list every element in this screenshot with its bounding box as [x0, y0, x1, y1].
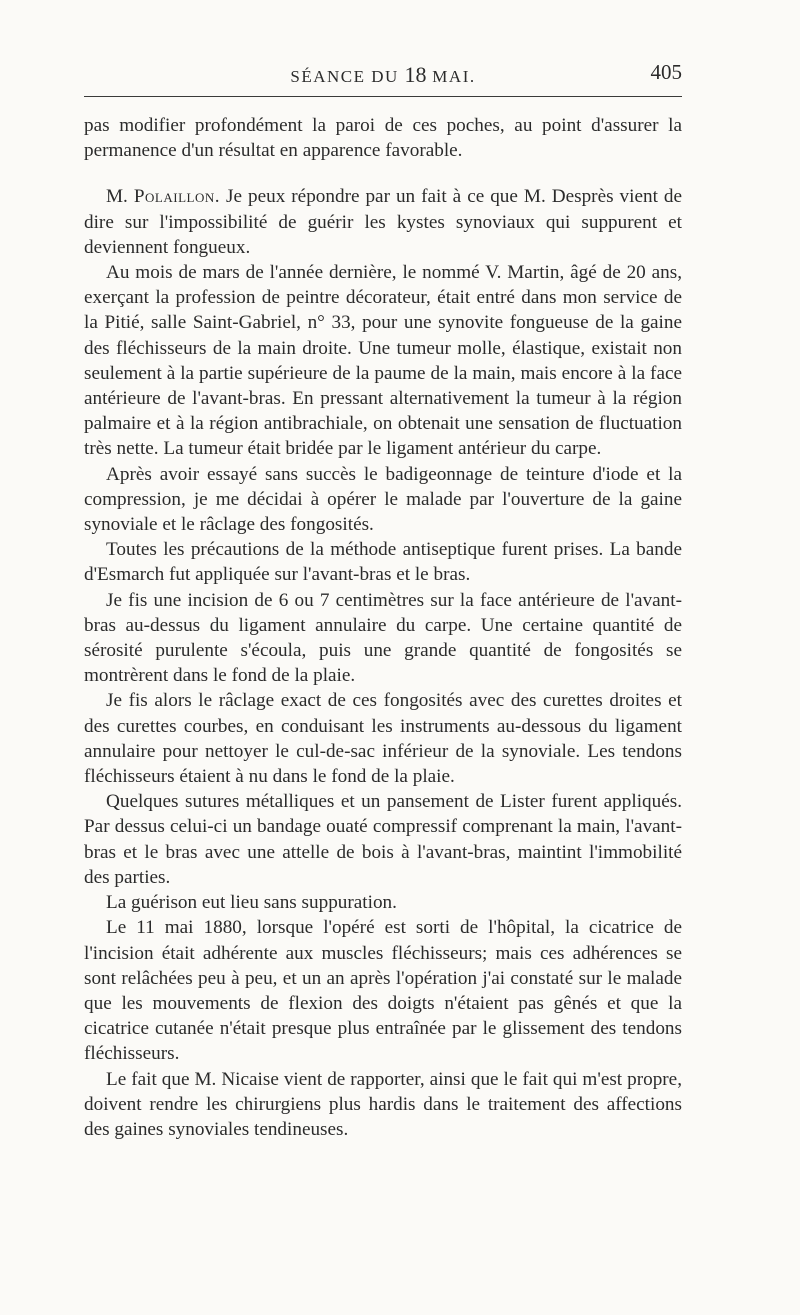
- running-title-suffix: MAI.: [432, 67, 476, 86]
- paragraph-continuation: pas modifier profondément la paroi de ces poches, au point d'assurer la permanence d'un résultat en apparence favorable.: [84, 115, 682, 162]
- speaker-prefix: M.: [106, 186, 128, 208]
- paragraph-8: La guérison eut lieu sans suppuration.: [106, 892, 397, 914]
- paragraph-6: Je fis alors le râclage exact de ces fongosités avec des curettes droites et des curettes courbes, en conduisant les instruments au-dessous du ligament annulaire pour nettoyer le cul-de-sac inférieur de la synoviale. Les tendons fléchisseurs étaient à nu dans le fond de la plaie.: [84, 690, 682, 788]
- speaker-name: Polaillon.: [133, 186, 221, 208]
- running-header: [84, 60, 682, 90]
- paragraph-5: Je fis une incision de 6 ou 7 centimètres sur la face antérieure de l'avant-bras au-dessus du ligament annulaire du carpe. Une certaine quantité de sérosité purulente s'écoula, puis une grande quantité de fongosités se montrèrent dans le fond de la plaie.: [84, 589, 682, 687]
- paragraph-9: Le 11 mai 1880, lorsque l'opéré est sorti de l'hôpital, la cicatrice de l'incision était adhérente aux muscles fléchisseurs; mais ces adhérences se sont relâchées peu à peu, et un an après l'opération j'ai constaté sur le malade que les mouvements de flexion des doigts n'étaient pas gênés et que la cicatrice cutanée n'était presque plus entraînée par le glissement des tendons fléchisseurs.: [84, 917, 682, 1065]
- running-title-prefix: SÉANCE DU: [290, 67, 399, 86]
- paragraph-speaker: [84, 184, 682, 260]
- paragraph-10: Le fait que M. Nicaise vient de rapporter, ainsi que le fait qui m'est propre, doivent rendre les chirurgiens plus hardis dans le traitement des affections des gaines synoviales tendineuses.: [84, 1068, 682, 1140]
- running-title-day: 18: [404, 62, 427, 87]
- page-number: 405: [650, 60, 682, 84]
- paragraph-4: Toutes les précautions de la méthode antiseptique furent prises. La bande d'Esmarch fut appliquée sur l'avant-bras et le bras.: [84, 539, 682, 586]
- paragraph-7: Quelques sutures métalliques et un pansement de Lister furent appliqués. Par dessus celui-ci un bandage ouaté compressif comprenant la main, l'avant-bras et le bras avec une attelle de bois à l'avant-bras, maintint l'immobilité des parties.: [84, 791, 682, 888]
- paragraph-3: Après avoir essayé sans succès le badigeonnage de teinture d'iode et la compression, je me décidai à opérer le malade par l'ouverture de la gaine synoviale et le râclage des fongosités.: [84, 463, 682, 536]
- body-text: [84, 113, 682, 1142]
- paragraph-2: Au mois de mars de l'année dernière, le nommé V. Martin, âgé de 20 ans, exerçant la profession de peintre décorateur, était entré dans mon service de la Pitié, salle Saint-Gabriel, n° 33, pour une synovite fongueuse de la gaine des fléchisseurs de la main droite. Une tumeur molle, élastique, existait non seulement à la partie supérieure de la paume de la main, mais encore à la face antérieure de l'avant-bras. En pressant alternativement la tumeur à la région palmaire et à la région antibrachiale, on obtenait une sensation de fluctuation très nette. La tumeur était bridée par le ligament antérieur du carpe.: [84, 262, 682, 460]
- header-rule: [84, 96, 682, 97]
- running-title: [84, 62, 682, 88]
- speaker-text: Je peux répondre par un fait à ce que M. Desprès vient de dire sur l'impossibilité de guérir les kystes synoviaux qui suppurent et deviennent fongueux.: [84, 186, 683, 258]
